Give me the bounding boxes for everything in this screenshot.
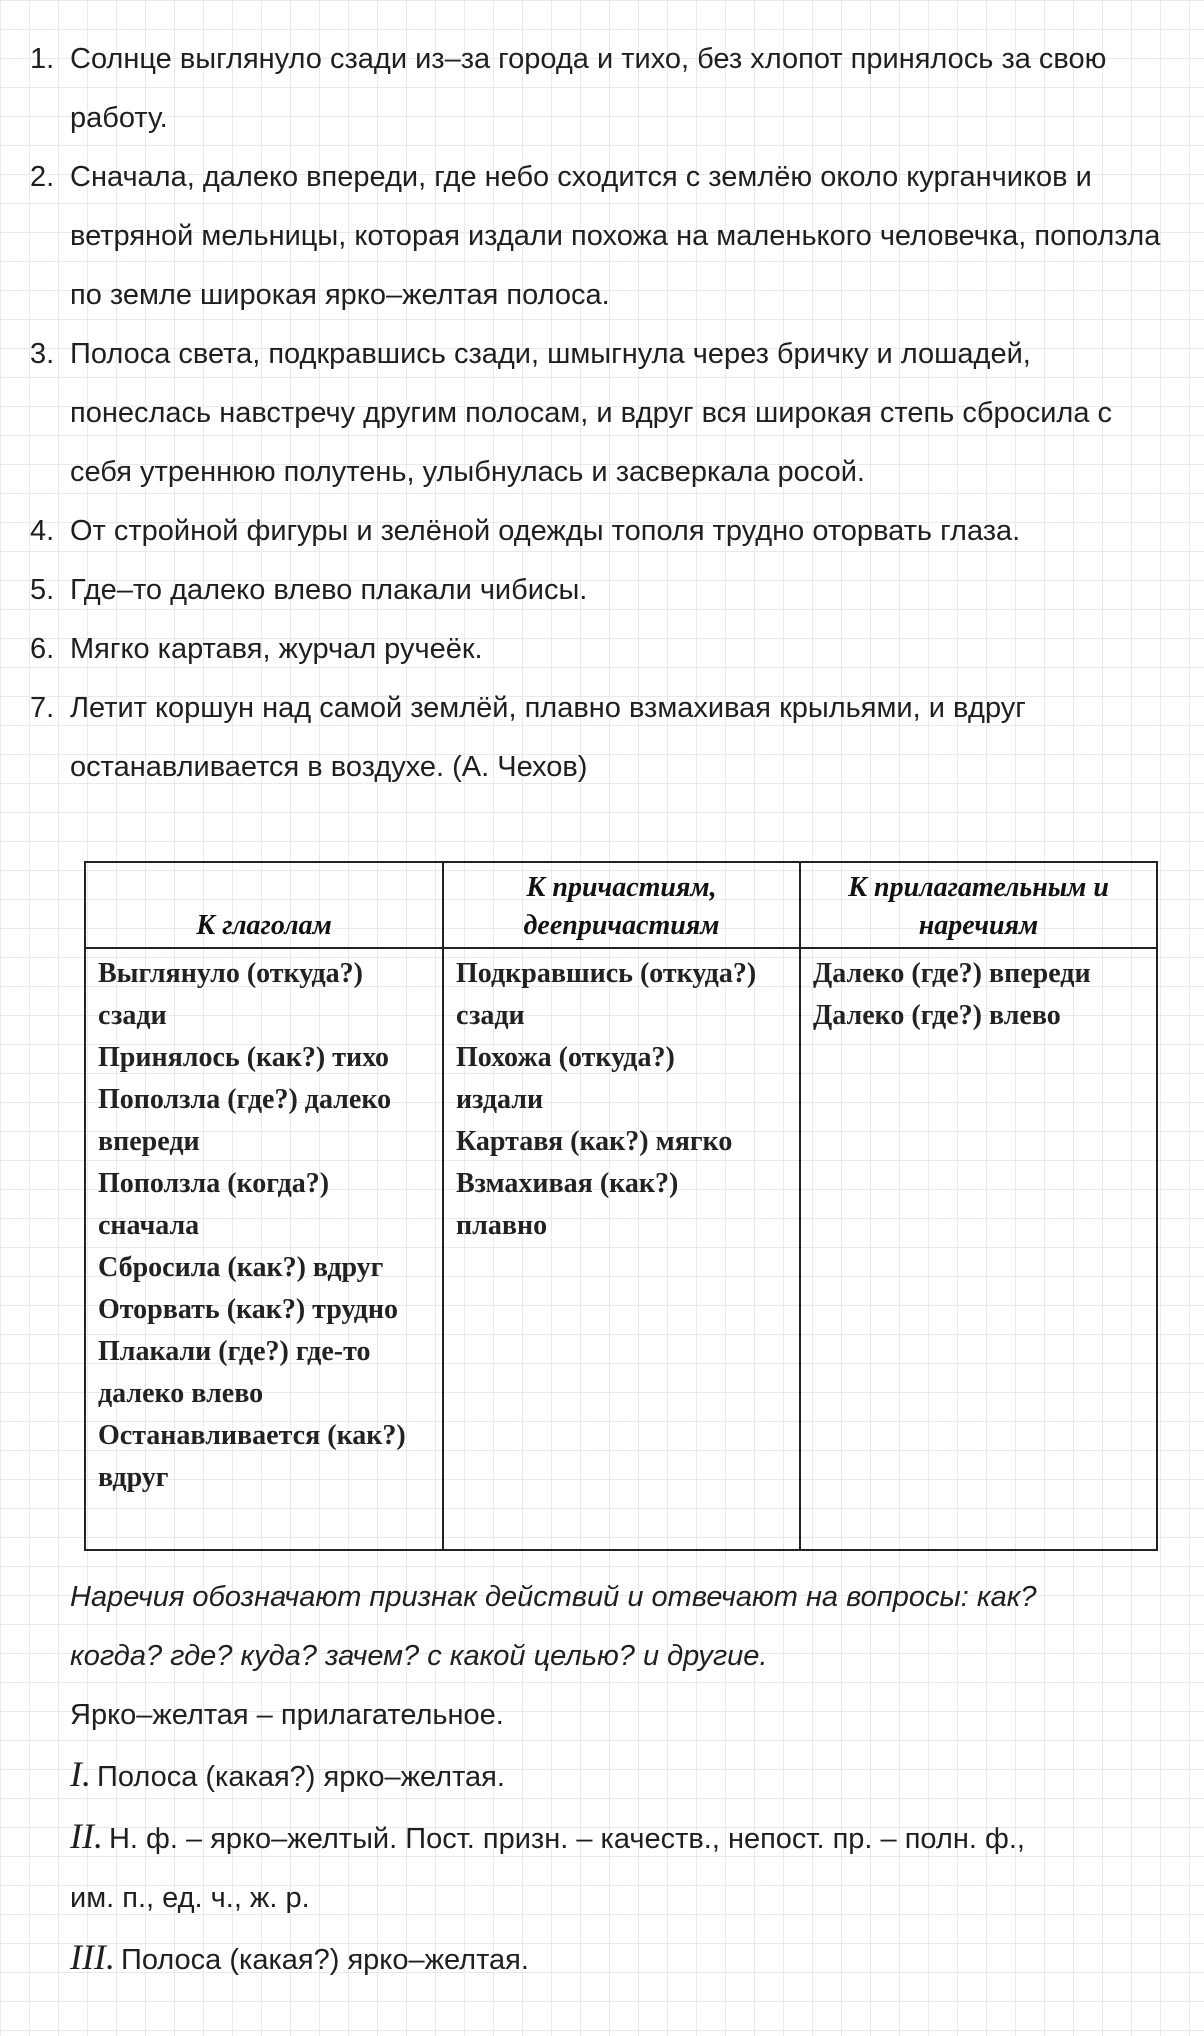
word-definition: Ярко–желтая – прилагательное. — [70, 1699, 504, 1731]
table-cell-line: Взмахивая (как?) — [456, 1168, 679, 1199]
table-cell-line: впереди — [98, 1126, 200, 1157]
roman-numeral: II. — [70, 1816, 103, 1856]
analysis-step-3 — [70, 1928, 1180, 1990]
table-cell-line: сначала — [98, 1210, 200, 1241]
table-cell-line: Принялось (как?) тихо — [98, 1042, 390, 1073]
adverb-table-frame — [84, 861, 1158, 1551]
table-cell-line: Подкравшись (откуда?) — [456, 958, 757, 989]
sentence-number: 2. — [30, 161, 55, 193]
roman-numeral: I. — [70, 1754, 91, 1794]
sentence-text: Полоса света, подкравшись сзади, шмыгнула через бричку и лошадей, понеслась навстречу другим полосам, и вдруг вся широкая степь сбросила с себя утреннюю полутень, улыбнулась и засверкала росой. — [70, 338, 1113, 488]
table-cell-line: сзади — [98, 1000, 167, 1031]
sentence-item — [30, 30, 1180, 148]
sentence-number: 4. — [30, 515, 55, 547]
table-cell-line: Далеко (где?) впереди — [813, 958, 1091, 989]
header-verbs: К глаголам — [86, 863, 443, 948]
sentence-number: 7. — [30, 692, 55, 724]
sentence-text: От стройной фигуры и зелёной одежды тополя трудно оторвать глаза. — [70, 515, 1021, 547]
sentence-text: Мягко картавя, журчал ручеёк. — [70, 633, 483, 665]
sentence-text: Солнце выглянуло сзади из–за города и тихо, без хлопот принялось за свою работу. — [70, 43, 1107, 134]
table-cell-line: плавно — [456, 1210, 548, 1241]
column-adjectives-adverbs — [800, 948, 1156, 1549]
rule-text-line: когда? где? куда? зачем? с какой целью? и другие. — [70, 1640, 768, 1672]
sentence-item — [30, 620, 1180, 679]
sentence-item — [30, 561, 1180, 620]
analysis-step-text: Полоса (какая?) ярко–желтая. — [120, 1944, 529, 1976]
adverb-table — [86, 863, 1156, 1549]
sentence-number: 5. — [30, 574, 55, 606]
sentence-item — [30, 502, 1180, 561]
analysis-step-2-continued: им. п., ед. ч., ж. р. — [70, 1882, 310, 1914]
table-cell-line: Сбросила (как?) вдруг — [98, 1252, 384, 1283]
table-cell-line: Картавя (как?) мягко — [456, 1126, 733, 1157]
table-cell-line: Похожа (откуда?) — [456, 1042, 675, 1073]
header-adjectives-adverbs: К прилагательным и наречиям — [800, 863, 1156, 948]
column-verbs — [86, 948, 443, 1549]
table-body-row — [86, 948, 1156, 1549]
table-cell-line: Выглянуло (откуда?) — [98, 958, 364, 989]
table-cell-line: Плакали (где?) где-то — [98, 1336, 371, 1367]
table-cell-line: далеко влево — [98, 1378, 264, 1409]
analysis-notes — [70, 1568, 1180, 1990]
sentence-number: 3. — [30, 338, 55, 370]
table-header-row — [86, 863, 1156, 948]
sentence-text: Где–то далеко влево плакали чибисы. — [70, 574, 588, 606]
sentence-text: Летит коршун над самой землёй, плавно взмахивая крыльями, и вдруг останавливается в воздухе. (А. Чехов) — [70, 692, 1026, 783]
sentence-item — [30, 325, 1180, 502]
sentence-number: 6. — [30, 633, 55, 665]
header-participles: К причастиям, деепричастиям — [443, 863, 800, 948]
sentence-list — [30, 30, 1180, 797]
roman-numeral: III. — [70, 1937, 115, 1977]
table-cell-line: Останавливается (как?) — [98, 1420, 406, 1451]
analysis-step-2 — [70, 1807, 1180, 1869]
column-participles — [443, 948, 800, 1549]
table-cell-line: Поползла (где?) далеко — [98, 1084, 392, 1115]
table-cell-line: Поползла (когда?) — [98, 1168, 330, 1199]
sentence-item — [30, 679, 1180, 797]
table-cell-line: сзади — [456, 1000, 525, 1031]
table-cell-line: Оторвать (как?) трудно — [98, 1294, 399, 1325]
rule-text-line: Наречия обозначают признак действий и отвечают на вопросы: как? — [70, 1581, 1037, 1613]
table-cell-line: Далеко (где?) влево — [813, 1000, 1061, 1031]
table-cell-line: издали — [456, 1084, 544, 1115]
sentence-text: Сначала, далеко впереди, где небо сходится с землёю около курганчиков и ветряной мельницы, которая издали похожа на маленького человечка, поползла по земле широкая ярко–желтая полоса. — [70, 161, 1161, 311]
analysis-step-1 — [70, 1745, 1180, 1807]
analysis-step-text: Полоса (какая?) ярко–желтая. — [97, 1761, 505, 1793]
table-cell-line: вдруг — [98, 1462, 169, 1493]
sentence-item — [30, 148, 1180, 325]
analysis-step-text: Н. ф. – ярко–желтый. Пост. призн. – качеств., непост. пр. – полн. ф., — [108, 1823, 1025, 1855]
sentence-number: 1. — [30, 43, 55, 75]
